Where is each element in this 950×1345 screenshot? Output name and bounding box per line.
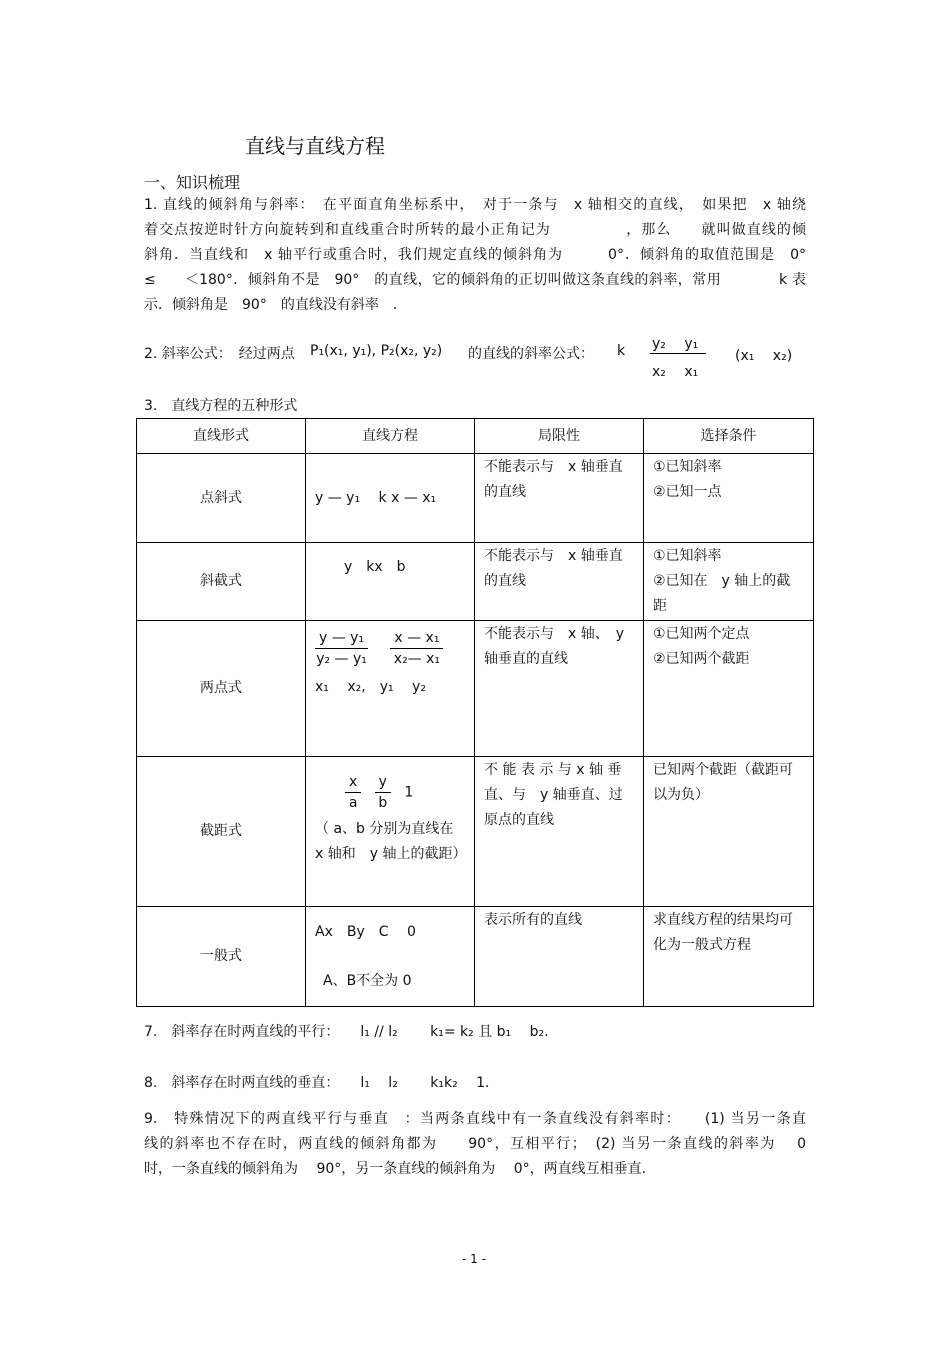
eq-cell <box>306 907 475 1007</box>
cond-item: ②已知在 y 轴上的截距 <box>653 573 791 614</box>
p1-line: 斜角．当直线和 x 轴平行或重合时，我们规定直线的倾斜角为 0°．倾斜角的取值范围是 0° <box>144 247 806 263</box>
p3-heading: 3. 直线方程的五种形式 <box>144 398 298 414</box>
p9-line: 线的斜率也不存在时，两直线的倾斜角都为 90°，互相平行； (2) 当另一条直线的斜率为 0 <box>144 1136 806 1152</box>
form-cell: 一般式 <box>137 907 306 1007</box>
frac-num: x — x₁ <box>390 628 443 649</box>
eq-cell: y — y₁ k x — x₁ <box>306 454 475 543</box>
header-cell: 局限性 <box>475 419 644 454</box>
eq-line: Ax By C 0 <box>315 924 416 940</box>
eq-one: 1 <box>404 784 414 801</box>
limit-cell: 不能表示与 x 轴、 y 轴垂直的直线 <box>475 621 644 757</box>
limit-cell: 不能表示与 x 轴垂直的直线 <box>475 454 644 543</box>
cond-item: ①已知斜率 <box>653 548 722 564</box>
p2-k: k <box>617 343 626 359</box>
eq-cell <box>306 621 475 757</box>
cond-cell: 已知两个截距（截距可以为负） <box>644 757 814 907</box>
p8: 8. 斜率存在时两直线的垂直： l₁ l₂ k₁k₂ 1． <box>144 1075 500 1091</box>
cond-cell: 求直线方程的结果均可化为一般式方程 <box>644 907 814 1007</box>
table-row <box>137 543 814 621</box>
p1-line: 着交点按逆时针方向旋转到和直线重合时所转的最小正角记为 ，那么 就叫做直线的倾 <box>144 222 806 238</box>
p1-line: 示．倾斜角是 90° 的直线没有斜率 ． <box>144 297 407 313</box>
header-cell: 直线方程 <box>306 419 475 454</box>
cond-item: ①已知斜率 <box>653 459 722 475</box>
table-row <box>137 621 814 757</box>
table-row <box>137 757 814 907</box>
form-cell: 点斜式 <box>137 454 306 543</box>
p2-middle: 的直线的斜率公式： <box>468 346 594 362</box>
frac-num: x <box>345 772 361 793</box>
eq-note: （ a、b 分别为直线在 x 轴和 y 轴上的截距） <box>315 821 467 862</box>
eq-cell: y kx b <box>306 543 475 621</box>
section-heading: 一、知识梳理 <box>144 173 241 192</box>
frac-num: y <box>375 772 391 793</box>
frac-den: a <box>348 795 358 811</box>
p1-line: ≤ ＜180°．倾斜角不是 90° 的直线，它的倾斜角的正切叫做这条直线的斜率，常用 k 表 <box>144 272 806 288</box>
header-cell: 选择条件 <box>644 419 814 454</box>
frac-num: y — y₁ <box>315 628 368 649</box>
p2-denominator: x₂ x₁ <box>652 364 699 380</box>
limit-cell: 不能表示与 x 轴垂直的直线 <box>475 543 644 621</box>
p2-points: P₁(x₁, y₁), P₂(x₂, y₂) <box>310 343 443 359</box>
p2-prefix: 2. 斜率公式： 经过两点 <box>144 346 295 362</box>
cond-item: ②已知两个截距 <box>653 651 750 667</box>
cond-item: ②已知一点 <box>653 484 722 500</box>
p2-condition: (x₁ x₂) <box>735 348 793 364</box>
table-row <box>137 454 814 543</box>
line-equation-table <box>136 418 814 1007</box>
form-cell: 截距式 <box>137 757 306 907</box>
header-cell: 直线形式 <box>137 419 306 454</box>
p2-numerator: y₂ y₁ <box>652 336 699 352</box>
p9-line: 时，一条直线的倾斜角为 90°，另一条直线的倾斜角为 0°，两直线互相垂直. <box>144 1161 647 1177</box>
page-number: - 1 - <box>462 1252 486 1266</box>
frac-den: y₂ — y₁ <box>316 651 367 667</box>
table-row <box>137 907 814 1007</box>
form-cell: 斜截式 <box>137 543 306 621</box>
frac-den: x₂— x₁ <box>393 651 441 667</box>
doc-title: 直线与直线方程 <box>245 134 385 158</box>
p1-line: 1. 直线的倾斜角与斜率： 在平面直角坐标系中， 对于一条与 x 轴相交的直线， 如果把 x 轴绕 <box>144 197 806 213</box>
form-cell: 两点式 <box>137 621 306 757</box>
limit-cell: 不 能 表 示 与 x 轴 垂 直、与 y 轴垂直、过原点的直线 <box>475 757 644 907</box>
cond-cell <box>644 621 814 757</box>
cond-item: ①已知两个定点 <box>653 626 750 642</box>
cond-cell <box>644 454 814 543</box>
p7: 7. 斜率存在时两直线的平行： l₁ // l₂ k₁= k₂ 且 b₁ b₂. <box>144 1024 549 1040</box>
eq-line: A、B不全为 0 <box>323 973 412 989</box>
eq-cell <box>306 757 475 907</box>
frac-den: b <box>378 795 388 811</box>
eq-condition: x₁ x₂, y₁ y₂ <box>315 679 426 695</box>
limit-cell: 表示所有的直线 <box>475 907 644 1007</box>
cond-cell <box>644 543 814 621</box>
p9-line: 9. 特殊情况下的两直线平行与垂直 ：当两条直线中有一条直线没有斜率时： (1) 当另一条直 <box>144 1111 806 1127</box>
